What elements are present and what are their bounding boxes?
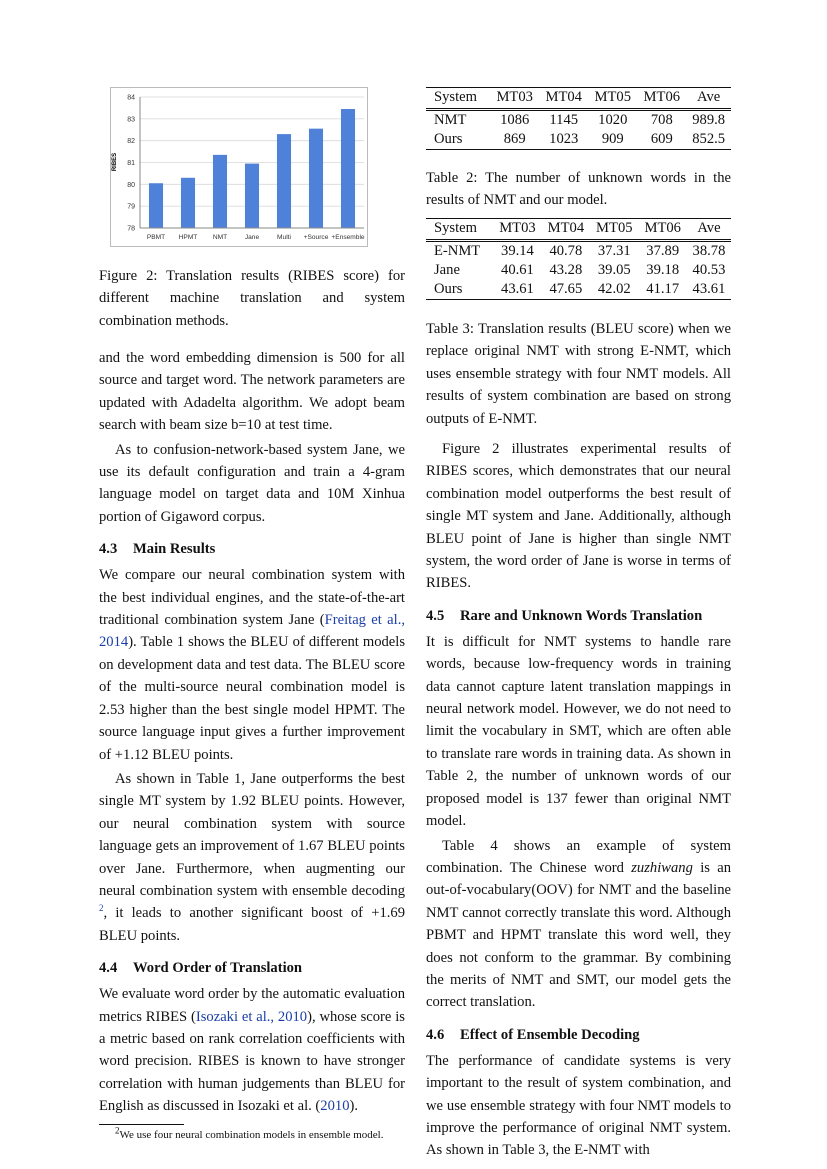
right-body: [426, 438, 731, 1162]
column-header: MT04: [539, 88, 588, 110]
text-run: ), whose score is a metric based on rank correlation coefficients with word precision. RIBES is known to have stronger correlation with human judgements than BLEU for English as discussed in Isozaki et al. (: [99, 1008, 405, 1115]
paragraph-rare-words: It is difficult for NMT systems to handle rare words, because low-frequency words in training data cannot capture latent translation mappings in neural network model. However, we do not need to limit the vocabulary in SMT, which are often able to translate rare words in training data. As shown in Table 2, the number of unknown words of our proposed model is 137 fewer than original NMT model.: [426, 633, 731, 830]
table-cell: Jane: [434, 262, 460, 278]
column-header: MT03: [490, 88, 539, 110]
left-body: [99, 347, 405, 1143]
column-header: MT06: [639, 219, 687, 241]
table-cell: 1020: [598, 112, 628, 128]
table-cell: NMT: [434, 112, 467, 128]
x-tick-label: Jane: [244, 234, 260, 241]
section-number: 4.6: [426, 1026, 445, 1043]
table-cell: Ours: [426, 280, 493, 300]
table-2-caption: Table 2: The number of unknown words in the results of NMT and our model.: [426, 170, 731, 209]
table-cell: 38.78: [692, 243, 726, 259]
table-cell: 37.31: [597, 243, 631, 259]
paragraph-main-results: [99, 564, 405, 766]
paragraph-word-order: [99, 983, 405, 1117]
text-run: , it leads to another significant boost of +1.69 BLEU points.: [99, 905, 405, 944]
footnote: [99, 1124, 405, 1143]
table-header-row: [426, 219, 731, 241]
bar-jane: [245, 164, 259, 228]
table-cell: 1086: [500, 112, 530, 128]
y-tick-label: 83: [127, 116, 135, 124]
table-cell: 609: [637, 130, 686, 150]
table-cell: 40.61: [501, 262, 534, 278]
y-tick-label: 79: [127, 203, 135, 211]
table-cell: 1023: [539, 130, 588, 150]
table-header-row: [426, 88, 731, 110]
section-4-4-heading: [99, 957, 405, 979]
x-tick-label: +Source: [303, 234, 329, 241]
table-cell: 852.5: [686, 130, 731, 150]
table-cell: 708: [650, 112, 673, 128]
paragraph-table1: [99, 768, 405, 947]
ribes-bar-chart: [110, 87, 368, 247]
section-number: 4.4: [99, 960, 118, 977]
table-row: [426, 280, 731, 300]
table-cell: 40.53: [692, 262, 726, 278]
table-cell: 1145: [549, 112, 579, 128]
table-3-caption: Table 3: Translation results (BLEU score) when we replace original NMT with strong E-NMT, which uses ensemble strategy with four NMT models. All results of system combination are based on strong outputs of E-NMT.: [426, 321, 731, 427]
table-3: [426, 218, 731, 300]
y-tick-label: 81: [127, 160, 135, 167]
citation-isozaki[interactable]: Isozaki et al., 2010: [195, 1008, 308, 1025]
table-cell: 42.02: [590, 280, 638, 300]
text-run: is an out-of-vocabulary(OOV) for NMT and the baseline NMT cannot correctly translate this word. Although PBMT and HPMT translate this word well, they does not conform to the grammar. By combining the merits of NMT and SMT, our model gets the correct translation.: [426, 859, 731, 1011]
table-row: [426, 241, 731, 262]
section-number: 4.3: [99, 541, 118, 558]
table-row: [426, 130, 731, 150]
table-cell: 43.61: [687, 280, 731, 300]
table-cell: 40.78: [549, 243, 583, 259]
table-cell: 39.14: [501, 243, 534, 259]
bar-source: [309, 129, 323, 228]
y-axis-label: RIBES: [112, 152, 118, 172]
bar-hpmt: [181, 178, 195, 228]
footnote-rule: [99, 1124, 184, 1125]
section-number: 4.5: [426, 607, 445, 624]
column-header: System: [426, 88, 490, 110]
text-run: We compare our neural combination system with the best individual engines, and the state-of-the-art traditional combination system Jane (: [99, 567, 405, 629]
column-header: MT06: [637, 88, 686, 110]
table-cell: Ours: [426, 130, 490, 150]
y-tick-label: 84: [127, 94, 135, 102]
table-cell: 37.89: [646, 243, 680, 259]
bar-nmt: [213, 155, 227, 228]
text-run: Table 4 shows an example of system combination. The Chinese word: [426, 837, 731, 876]
section-title: Effect of Ensemble Decoding: [460, 1026, 640, 1043]
table-row: [426, 261, 731, 280]
section-title: Word Order of Translation: [133, 960, 303, 977]
citation-freitag[interactable]: Freitag et al., 2014: [99, 612, 406, 651]
bar-multi: [277, 134, 291, 228]
paragraph-table4: [426, 835, 731, 1014]
column-header: MT03: [493, 219, 541, 241]
table-cell: 47.65: [542, 280, 590, 300]
table-cell: E-NMT: [434, 243, 481, 259]
y-tick-label: 80: [127, 181, 135, 189]
x-tick-label: Multi: [277, 234, 291, 241]
section-4-3-heading: [99, 538, 405, 560]
text-run: ).: [349, 1098, 358, 1115]
figure-2-caption: Figure 2: Translation results (RIBES score) for different machine translation and system combination methods.: [99, 268, 405, 329]
table-cell: 43.61: [493, 280, 541, 300]
footnote-mark: 2: [115, 1124, 120, 1135]
paragraph-ensemble: The performance of candidate systems is very important to the result of system combination, and we use ensemble strategy with four NMT models to improve the performance of original NMT system. As shown in Table 3, the E-NMT with: [426, 1052, 731, 1159]
section-4-6-heading: [426, 1024, 731, 1046]
x-tick-label: PBMT: [146, 234, 166, 241]
column-header: MT05: [588, 88, 637, 110]
bar-ensemble: [341, 109, 355, 228]
x-tick-label: HPMT: [178, 234, 198, 241]
column-header: Ave: [687, 219, 731, 241]
bar-pbmt: [149, 183, 163, 228]
text-run: We evaluate word order by the automatic evaluation metrics RIBES (: [99, 986, 405, 1025]
table-cell: 869: [490, 130, 539, 150]
footnote-ref[interactable]: 2: [99, 903, 104, 914]
column-header: Ave: [686, 88, 731, 110]
text-run: ). Table 1 shows the BLEU of different models on development data and test data. The BLEU score of the multi-source neural combination model is 2.53 higher than the best single model HPMT. The source language input gives a further improvement of +1.12 BLEU points.: [99, 634, 405, 763]
figure-2: [110, 87, 368, 247]
table-cell: 39.05: [597, 262, 631, 278]
table-cell: 39.18: [646, 262, 680, 278]
section-title: Main Results: [133, 541, 216, 558]
column-header: System: [426, 219, 493, 241]
table-cell: 989.8: [692, 112, 726, 128]
column-header: MT04: [542, 219, 590, 241]
column-header: MT05: [590, 219, 638, 241]
paragraph-figure2-discussion: Figure 2 illustrates experimental results of RIBES scores, which demonstrates that our neural combination model outperforms the best result of single MT system and Jane. Additionally, although BLEU point of Jane is higher than single NMT system, the word order of Jane is worse in terms of RIBES.: [426, 441, 731, 592]
paragraph-jane-config: As to confusion-network-based system Jane, we use its default configuration and train a 4-gram language model on target data and 10M Xinhua portion of Gigaword corpus.: [99, 441, 405, 525]
section-title: Rare and Unknown Words Translation: [460, 607, 703, 624]
y-tick-label: 78: [127, 225, 135, 233]
oov-word: zuzhiwang: [631, 859, 693, 876]
x-tick-label: +Ensemble: [331, 234, 365, 241]
table-cell: 909: [588, 130, 637, 150]
table-2: [426, 87, 731, 150]
footnote-text: We use four neural combination models in ensemble model.: [119, 1128, 384, 1141]
x-tick-label: NMT: [212, 234, 228, 241]
table-row: [426, 110, 731, 131]
section-4-5-heading: [426, 605, 731, 627]
text-run: As shown in Table 1, Jane outperforms the best single MT system by 1.92 BLEU points. However, our neural combination system with source language gets an improvement of 1.67 BLEU points over Jane. Furthermore, when augmenting our neural combination system with ensemble decoding: [99, 770, 405, 899]
table-cell: 41.17: [639, 280, 687, 300]
citation-isozaki-year[interactable]: 2010: [320, 1098, 350, 1115]
y-tick-label: 82: [127, 138, 135, 146]
table-cell: 43.28: [549, 262, 583, 278]
paragraph-setup: and the word embedding dimension is 500 for all source and target word. The network parameters are updated with Adadelta algorithm. We adopt beam search with beam size b=10 at test time.: [99, 350, 405, 434]
